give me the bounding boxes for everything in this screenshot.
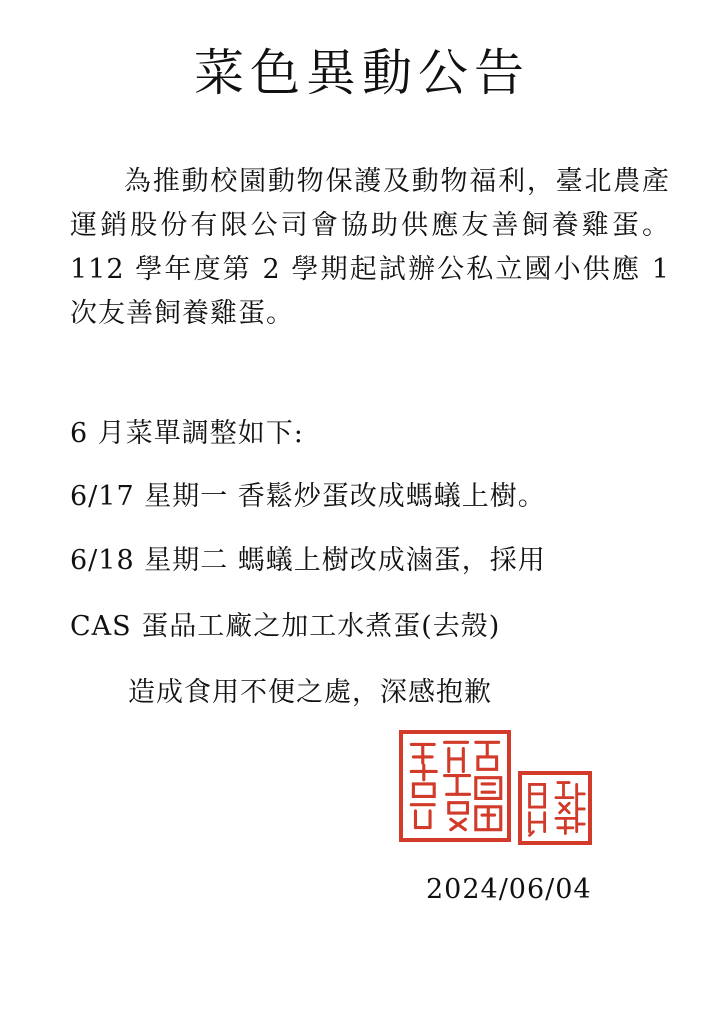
personal-seal-stamp — [518, 771, 592, 845]
personal-seal-icon — [522, 775, 588, 841]
menu-change-0618-cont: CAS 蛋品工廠之加工水煮蛋(去殼) — [70, 611, 501, 642]
apology-text: 造成食用不便之處，深感抱歉 — [128, 677, 492, 708]
notice-date: 2024/06/04 — [426, 874, 592, 905]
notice-title: 菜色異動公告 — [194, 44, 530, 102]
menu-change-0618: 6/18 星期二 螞蟻上樹改成滷蛋，採用 — [70, 545, 546, 576]
menu-heading: 6 月菜單調整如下: — [70, 418, 304, 449]
company-seal-icon — [403, 734, 507, 838]
company-seal-stamp — [399, 730, 511, 842]
menu-change-0617: 6/17 星期一 香鬆炒蛋改成螞蟻上樹。 — [70, 481, 546, 512]
intro-paragraph: 為推動校園動物保護及動物福利，臺北農產運銷股份有限公司會協助供應友善飼養雞蛋。112 學年度第 2 學期起試辦公私立國小供應 1 次友善飼養雞蛋。 — [70, 166, 670, 329]
